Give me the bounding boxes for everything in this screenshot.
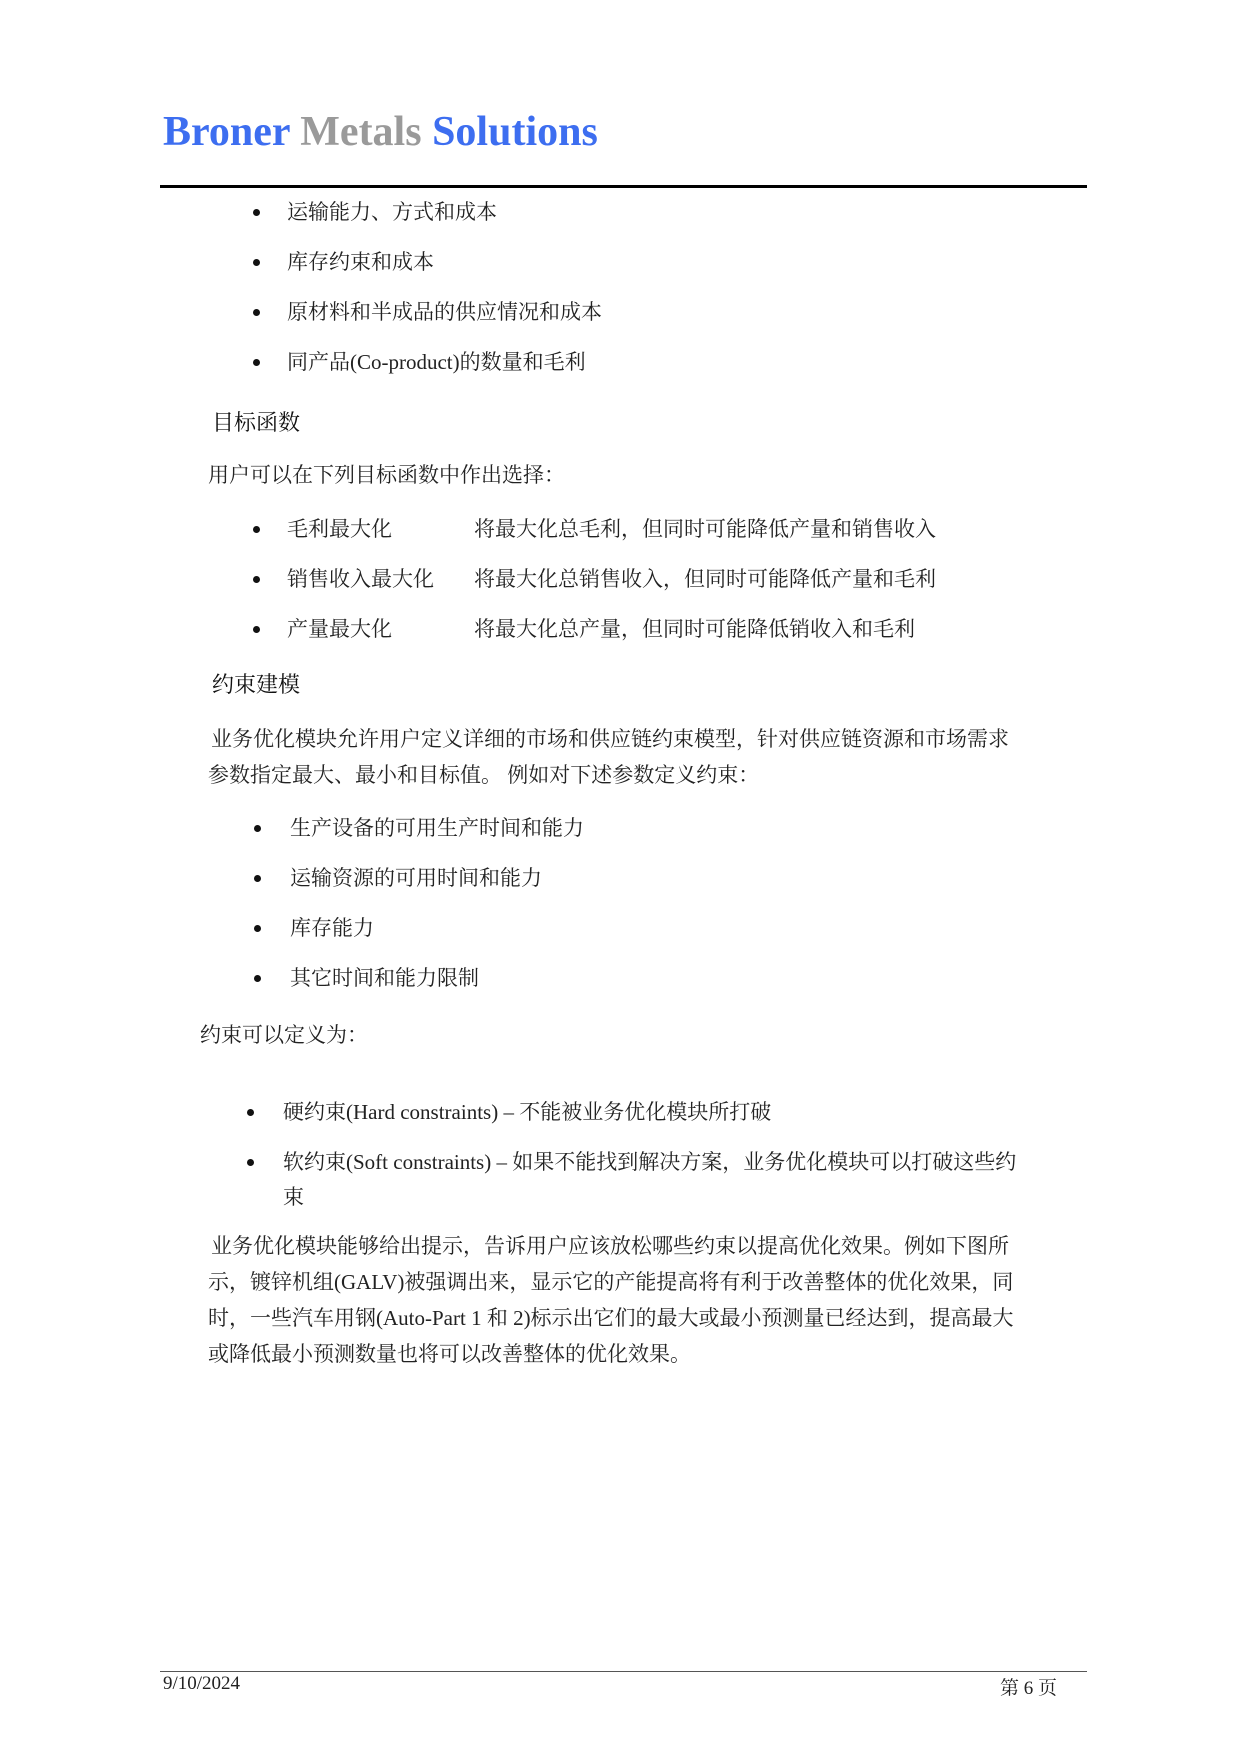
section-heading-objective: 目标函数	[212, 411, 301, 436]
bullet-icon	[253, 526, 260, 533]
brand-word-metals: Metals	[300, 109, 422, 155]
objective-label: 产量最大化	[287, 617, 392, 641]
list-item: 运输能力、方式和成本	[287, 200, 497, 224]
footer-page-number: 第 6 页	[1000, 1678, 1058, 1699]
footer-divider	[160, 1671, 1087, 1672]
list-item: 库存约束和成本	[287, 250, 434, 274]
list-item: 生产设备的可用生产时间和能力	[290, 816, 584, 840]
list-item: 软约束(Soft constraints) – 如果不能找到解决方案，业务优化模块可以打破这些约	[283, 1150, 1017, 1174]
header-divider	[160, 185, 1087, 188]
closing-line: 业务优化模块能够给出提示，告诉用户应该放松哪些约束以提高优化效果。例如下图所	[211, 1234, 1009, 1258]
bullet-icon	[254, 875, 261, 882]
list-item: 原材料和半成品的供应情况和成本	[287, 300, 602, 324]
objective-desc: 将最大化总产量，但同时可能降低销收入和毛利	[474, 617, 915, 641]
bullet-icon	[254, 825, 261, 832]
brand-word-broner: Broner	[163, 109, 290, 155]
section-heading-constraints: 约束建模	[212, 673, 301, 698]
brand-word-solutions: Solutions	[432, 109, 598, 155]
objective-desc: 将最大化总销售收入，但同时可能降低产量和毛利	[474, 567, 936, 591]
bullet-icon	[253, 209, 260, 216]
closing-line: 示，镀锌机组(GALV)被强调出来，显示它的产能提高将有利于改善整体的优化效果，同	[208, 1270, 1014, 1294]
list-item: 其它时间和能力限制	[290, 966, 479, 990]
list-item: 运输资源的可用时间和能力	[290, 866, 542, 890]
list-item: 同产品(Co-product)的数量和毛利	[287, 350, 586, 374]
constraints-define-label: 约束可以定义为：	[200, 1023, 368, 1047]
objective-intro: 用户可以在下列目标函数中作出选择：	[208, 463, 565, 487]
bullet-icon	[253, 259, 260, 266]
bullet-icon	[253, 626, 260, 633]
footer-date: 9/10/2024	[163, 1673, 241, 1694]
bullet-icon	[247, 1159, 254, 1166]
objective-label: 销售收入最大化	[287, 567, 434, 591]
brand-title	[163, 108, 598, 156]
bullet-icon	[247, 1109, 254, 1116]
constraints-intro-line2: 参数指定最大、最小和目标值。 例如对下述参数定义约束：	[208, 763, 760, 787]
list-item-continuation: 束	[283, 1185, 304, 1209]
bullet-icon	[254, 975, 261, 982]
objective-desc: 将最大化总毛利，但同时可能降低产量和销售收入	[474, 517, 936, 541]
list-item: 库存能力	[290, 916, 374, 940]
constraints-intro-line1: 业务优化模块允许用户定义详细的市场和供应链约束模型，针对供应链资源和市场需求	[211, 727, 1009, 751]
closing-line: 时，一些汽车用钢(Auto-Part 1 和 2)标示出它们的最大或最小预测量已经达到，提高最大	[208, 1306, 1014, 1330]
bullet-icon	[254, 925, 261, 932]
closing-line: 或降低最小预测数量也将可以改善整体的优化效果。	[208, 1342, 691, 1366]
list-item: 硬约束(Hard constraints) – 不能被业务优化模块所打破	[283, 1100, 772, 1124]
objective-label: 毛利最大化	[287, 517, 392, 541]
bullet-icon	[253, 359, 260, 366]
bullet-icon	[253, 309, 260, 316]
bullet-icon	[253, 576, 260, 583]
